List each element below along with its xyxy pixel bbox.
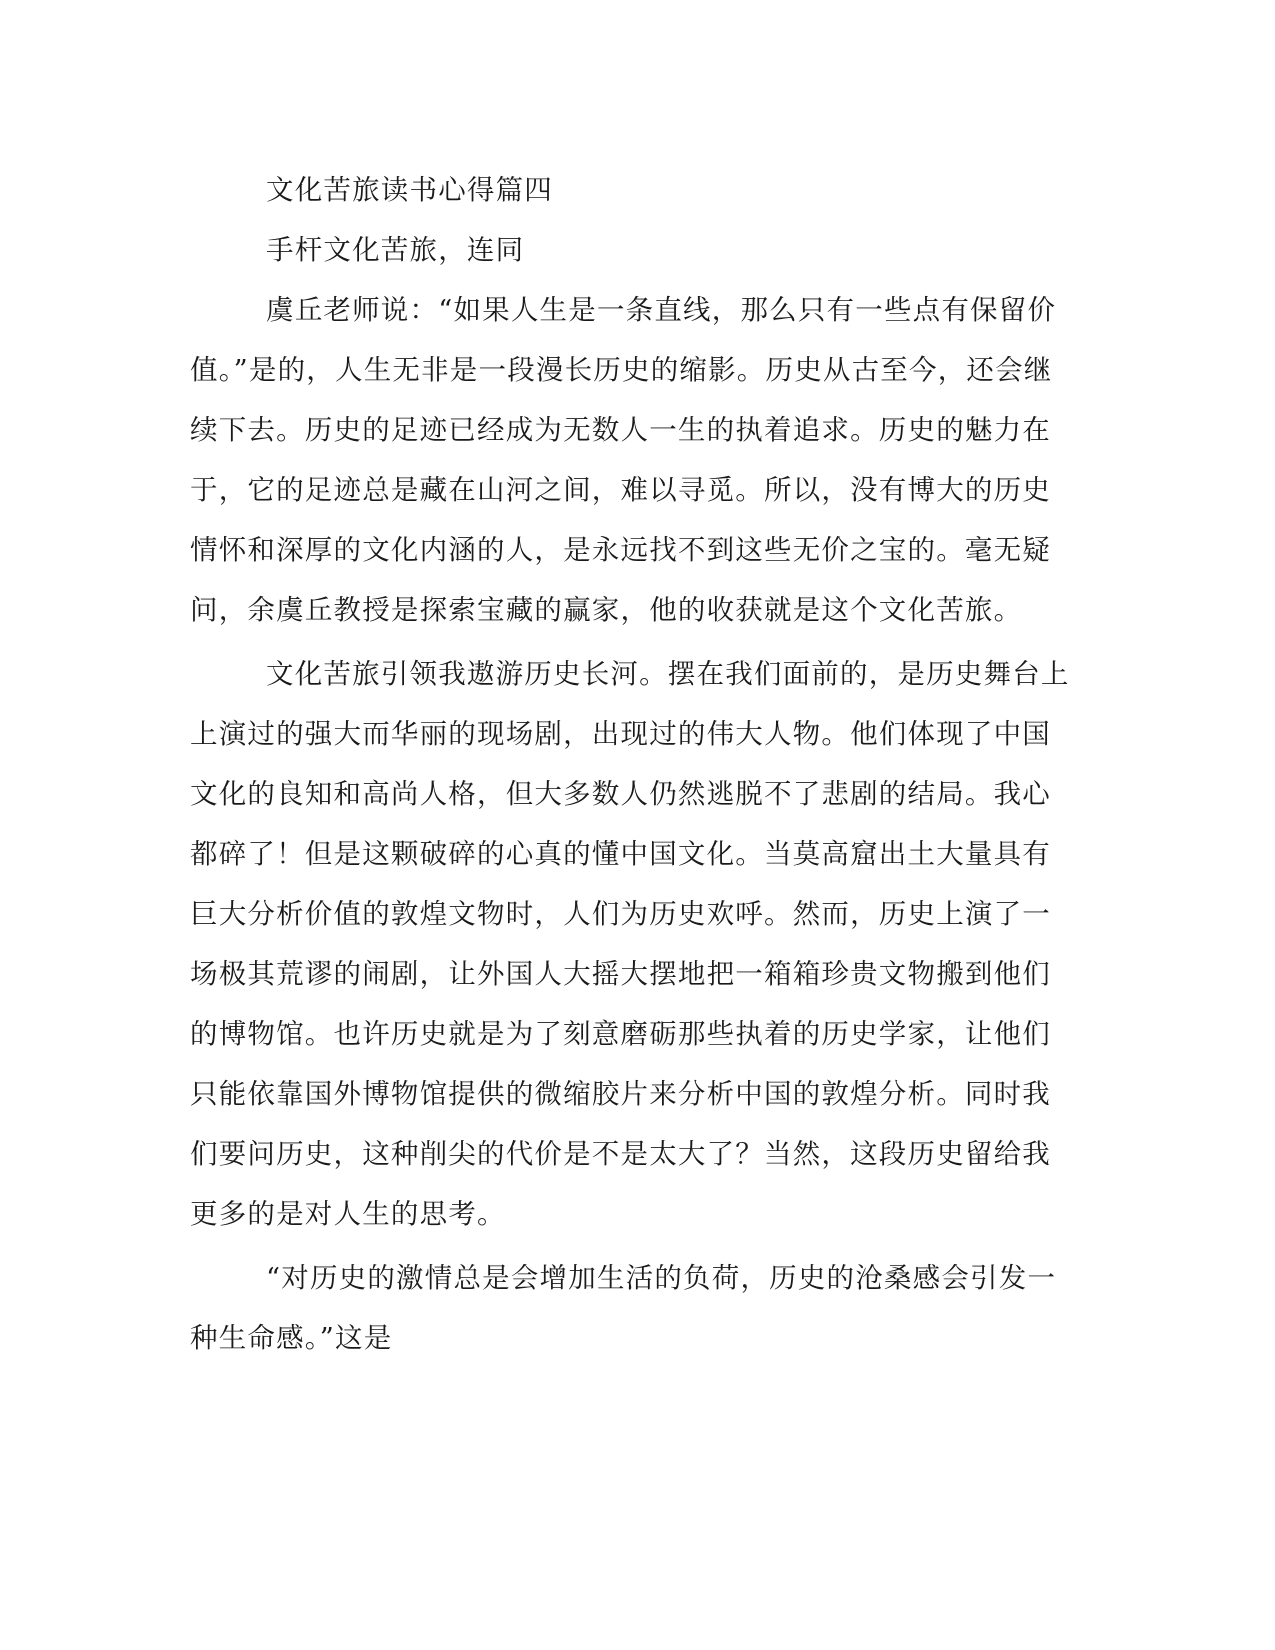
paragraph-line: 巨大分析价值的敦煌文物时，人们为历史欢呼。然而，历史上演了一 — [190, 898, 1051, 930]
paragraph-line: 情怀和深厚的文化内涵的人，是永远找不到这些无价之宝的。毫无疑 — [190, 534, 1051, 566]
paragraph-line: “对历史的激情总是会增加生活的负荷，历史的沧桑感会引发一 — [266, 1262, 1057, 1294]
paragraph-line: 更多的是对人生的思考。 — [190, 1198, 506, 1230]
paragraph-line: 值。”是的，人生无非是一段漫长历史的缩影。历史从古至今，还会继 — [190, 354, 1053, 386]
paragraph-line: 的博物馆。也许历史就是为了刻意磨砺那些执着的历史学家，让他们 — [190, 1018, 1051, 1050]
paragraph-line: 文化苦旅引领我遨游历史长河。摆在我们面前的，是历史舞台上 — [266, 658, 1070, 690]
paragraph-line: 续下去。历史的足迹已经成为无数人一生的执着追求。历史的魅力在 — [190, 414, 1051, 446]
paragraph-line: 上演过的强大而华丽的现场剧，出现过的伟大人物。他们体现了中国 — [190, 718, 1051, 750]
paragraph-line: 场极其荒谬的闹剧，让外国人大摇大摆地把一箱箱珍贵文物搬到他们 — [190, 958, 1051, 990]
paragraph-line: 只能依靠国外博物馆提供的微缩胶片来分析中国的敦煌分析。同时我 — [190, 1078, 1051, 1110]
document-subtitle: 手杆文化苦旅，连同 — [266, 234, 525, 266]
paragraph-line: 文化的良知和高尚人格，但大多数人仍然逃脱不了悲剧的结局。我心 — [190, 778, 1051, 810]
paragraph-3 — [190, 1248, 1085, 1368]
document-body — [190, 160, 1085, 1372]
paragraph-line: 虞丘老师说：“如果人生是一条直线，那么只有一些点有保留价 — [266, 294, 1057, 326]
paragraph-1 — [190, 280, 1085, 640]
paragraph-line: 都碎了！但是这颗破碎的心真的懂中国文化。当莫高窟出土大量具有 — [190, 838, 1051, 870]
paragraph-line: 问，余虞丘教授是探索宝藏的赢家，他的收获就是这个文化苦旅。 — [190, 594, 1023, 626]
paragraph-2 — [190, 644, 1085, 1244]
document-title: 文化苦旅读书心得篇四 — [266, 174, 553, 206]
paragraph-line: 种生命感。”这是 — [190, 1322, 393, 1354]
paragraph-line: 们要问历史，这种削尖的代价是不是太大了？当然，这段历史留给我 — [190, 1138, 1051, 1170]
paragraph-line: 于，它的足迹总是藏在山河之间，难以寻觅。所以，没有博大的历史 — [190, 474, 1051, 506]
